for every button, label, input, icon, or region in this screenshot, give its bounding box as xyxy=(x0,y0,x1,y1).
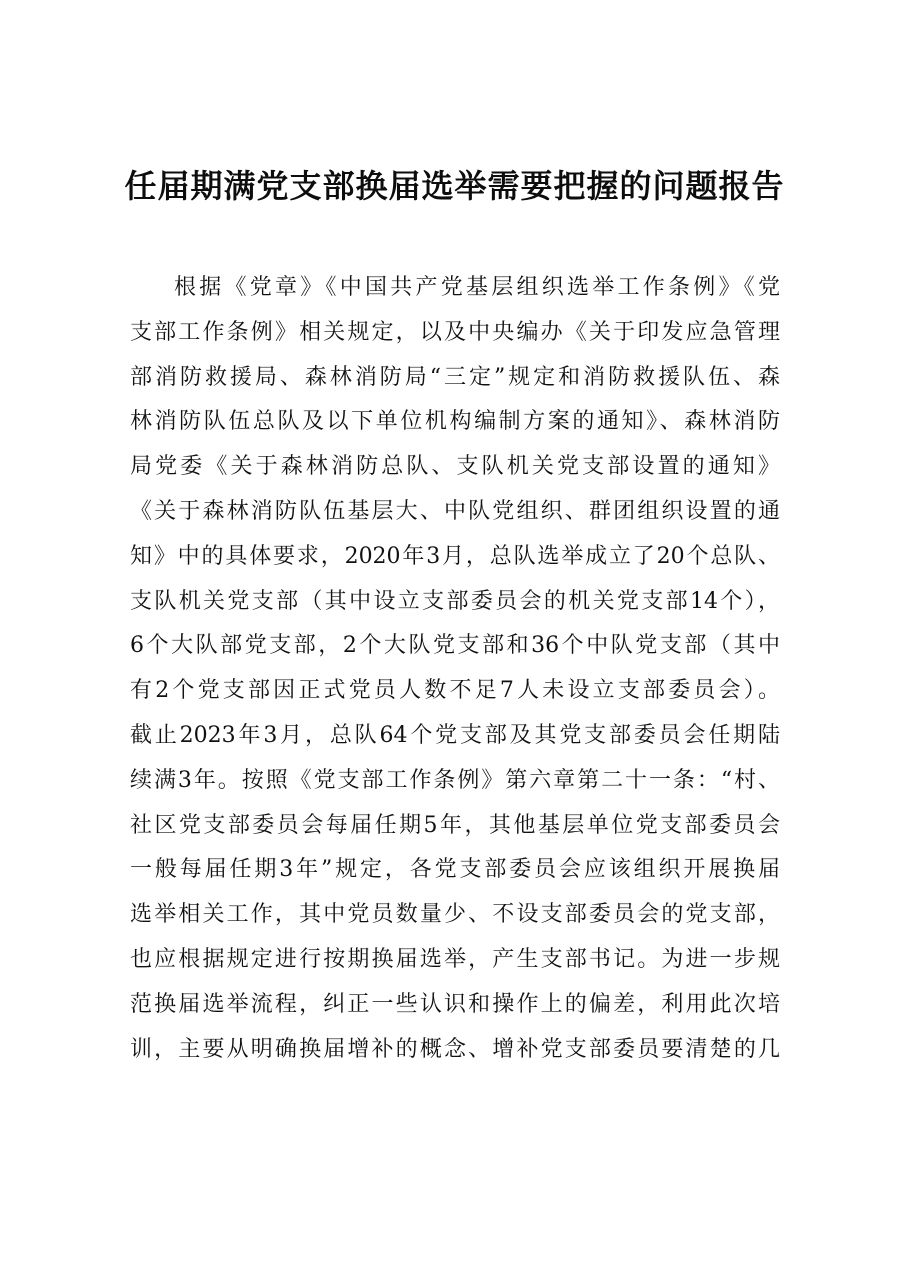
body-line: 支队机关党支部（其中设立支部委员会的机关党支部14个）， xyxy=(130,588,780,614)
body-line: 续满3年。按照《党支部工作条例》第六章第二十一条：“村、 xyxy=(130,767,780,793)
body-line: 选举相关工作，其中党员数量少、不设支部委员会的党支部， xyxy=(130,902,780,928)
body-line: 林消防队伍总队及以下单位机构编制方案的通知》、森林消防 xyxy=(130,409,780,435)
body-line: 知》中的具体要求，2020年3月，总队选举成立了20个总队、 xyxy=(130,543,780,569)
body-line: 部消防救援局、森林消防局“三定”规定和消防救援队伍、森 xyxy=(130,364,780,390)
document-title: 任届期满党支部换届选举需要把握的问题报告 xyxy=(124,167,785,205)
body-line: 局党委《关于森林消防总队、支队机关党支部设置的通知》 xyxy=(130,454,780,480)
body-line: 有2个党支部因正式党员人数不足7人未设立支部委员会）。 xyxy=(130,678,780,704)
body-line: 也应根据规定进行按期换届选举，产生支部书记。为进一步规 xyxy=(130,946,780,972)
body-line: 训，主要从明确换届增补的概念、增补党支部委员要清楚的几 xyxy=(130,1036,780,1062)
body-line: 范换届选举流程，纠正一些认识和操作上的偏差，利用此次培 xyxy=(130,991,780,1017)
body-line: 一般每届任期3年”规定，各党支部委员会应该组织开展换届 xyxy=(130,857,780,883)
body-line: 社区党支部委员会每届任期5年，其他基层单位党支部委员会 xyxy=(130,812,780,838)
body-line: 根据《党章》《中国共产党基层组织选举工作条例》《党 xyxy=(174,275,780,300)
document-body xyxy=(130,266,780,1072)
body-line: 截止2023年3月，总队64个党支部及其党支部委员会任期陆 xyxy=(130,722,780,748)
body-line: 支部工作条例》相关规定，以及中央编办《关于印发应急管理 xyxy=(130,319,780,345)
body-line: 6个大队部党支部，2个大队党支部和36个中队党支部（其中 xyxy=(130,633,780,659)
body-line: 《关于森林消防队伍基层大、中队党组织、群团组织设置的通 xyxy=(130,498,780,524)
